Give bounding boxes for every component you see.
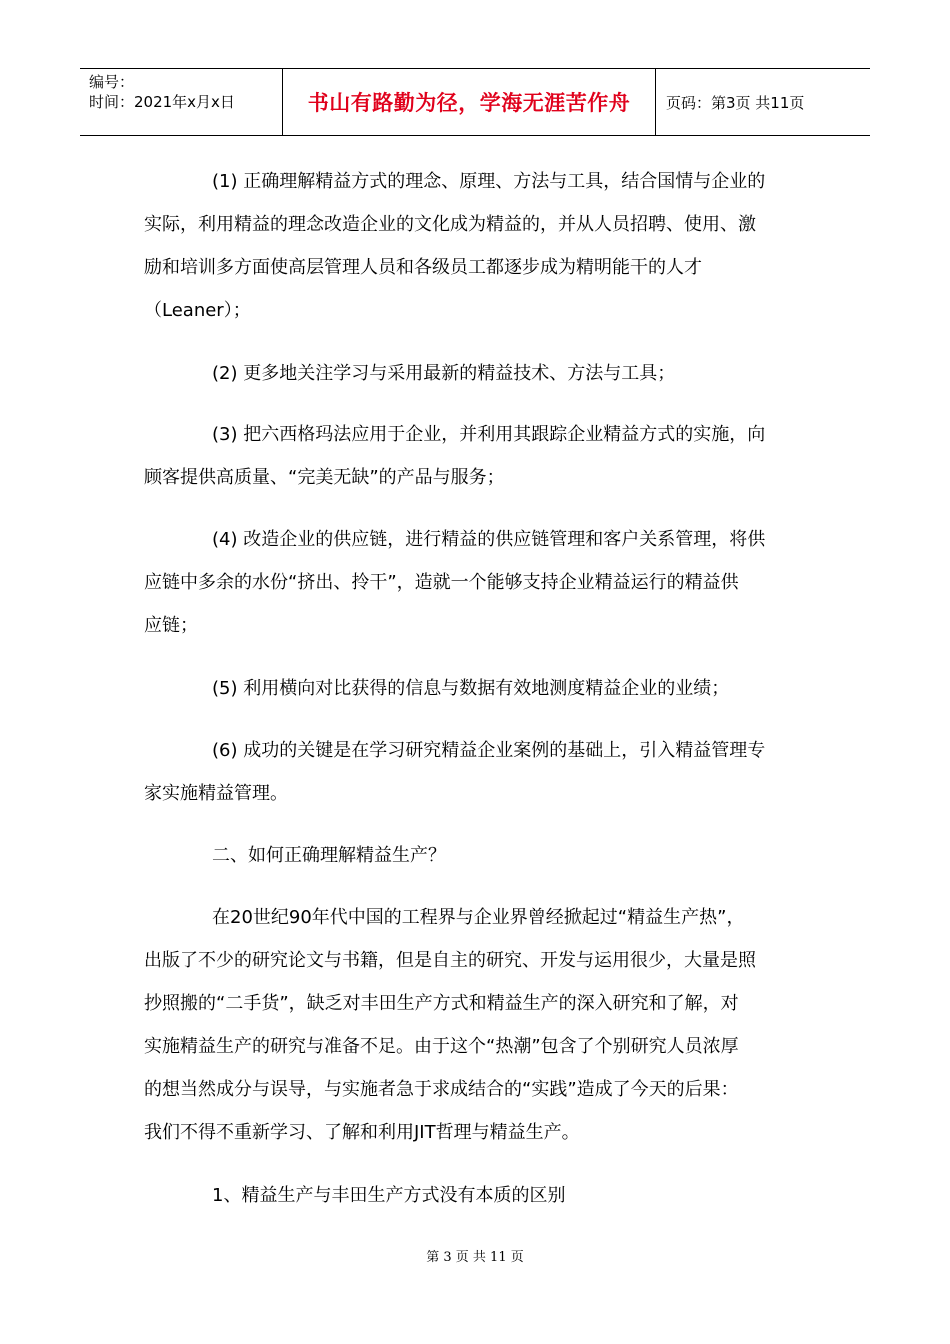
text-line: (1) 正确理解精益方式的理念、原理、方法与工具，结合国情与企业的 [212,171,766,192]
text-line: 应链中多余的水份“挤出、拎干”，造就一个能够支持企业精益运行的精益供 [144,572,739,593]
text-line: （Leaner）； [144,300,251,321]
text-line: 励和培训多方面使高层管理人员和各级员工都逐步成为精明能干的人才 [144,257,702,278]
text-line: (3) 把六西格玛法应用于企业，并利用其跟踪企业精益方式的实施，向 [212,424,766,445]
text-line: 应链； [144,615,198,636]
number-label: 编号： [89,73,135,91]
text-line: 家实施精益管理。 [144,783,288,804]
time-label: 时间：2021年x月x日 [89,93,235,111]
text-line: 实际，利用精益的理念改造企业的文化成为精益的，并从人员招聘、使用、激 [144,214,756,235]
paragraph-6 [144,729,814,815]
text-line: (5) 利用横向对比获得的信息与数据有效地测度精益企业的业绩； [212,678,730,699]
text-line: (4) 改造企业的供应链，进行精益的供应链管理和客户关系管理，将供 [212,529,766,550]
paragraph-2 [144,352,814,395]
paragraph-5 [144,667,814,710]
footer-page-number: 第 3 页 共 11 页 [426,1250,524,1265]
text-line: (2) 更多地关注学习与采用最新的精益技术、方法与工具； [212,363,676,384]
text-line: 在20世纪90年代中国的工程界与企业界曾经掀起过“精益生产热”， [212,907,745,928]
motto-text: 书山有路勤为径，学海无涯苦作舟 [307,91,631,115]
paragraph-7 [144,896,814,1154]
header-meta [80,69,283,135]
page-footer [0,1246,950,1265]
text-line: 顾客提供高质量、“完美无缺”的产品与服务； [144,467,505,488]
document-header [80,68,870,136]
paragraph-3 [144,413,814,499]
text-line: 我们不得不重新学习、了解和利用JIT哲理与精益生产。 [144,1122,580,1143]
text-line: 出版了不少的研究论文与书籍，但是自主的研究、开发与运用很少，大量是照 [144,950,756,971]
paragraph-4 [144,518,814,647]
heading-line: 1、精益生产与丰田生产方式没有本质的区别 [212,1185,566,1206]
heading-line: 二、如何正确理解精益生产？ [212,845,446,866]
text-line: 实施精益生产的研究与准备不足。由于这个“热潮”包含了个别研究人员浓厚 [144,1036,739,1057]
text-line: 抄照搬的“二手货”，缺乏对丰田生产方式和精益生产的深入研究和了解，对 [144,993,739,1014]
page-info-text: 页码：第3页 共11页 [666,93,805,112]
text-line: (6) 成功的关键是在学习研究精益企业案例的基础上，引入精益管理专 [212,740,766,761]
header-page-info [656,69,870,135]
text-line: 的想当然成分与误导，与实施者急于求成结合的“实践”造成了今天的后果： [144,1079,739,1100]
paragraph-1 [144,160,814,332]
header-motto [283,69,656,135]
subsection-heading [144,1174,814,1217]
section-heading [144,834,814,877]
